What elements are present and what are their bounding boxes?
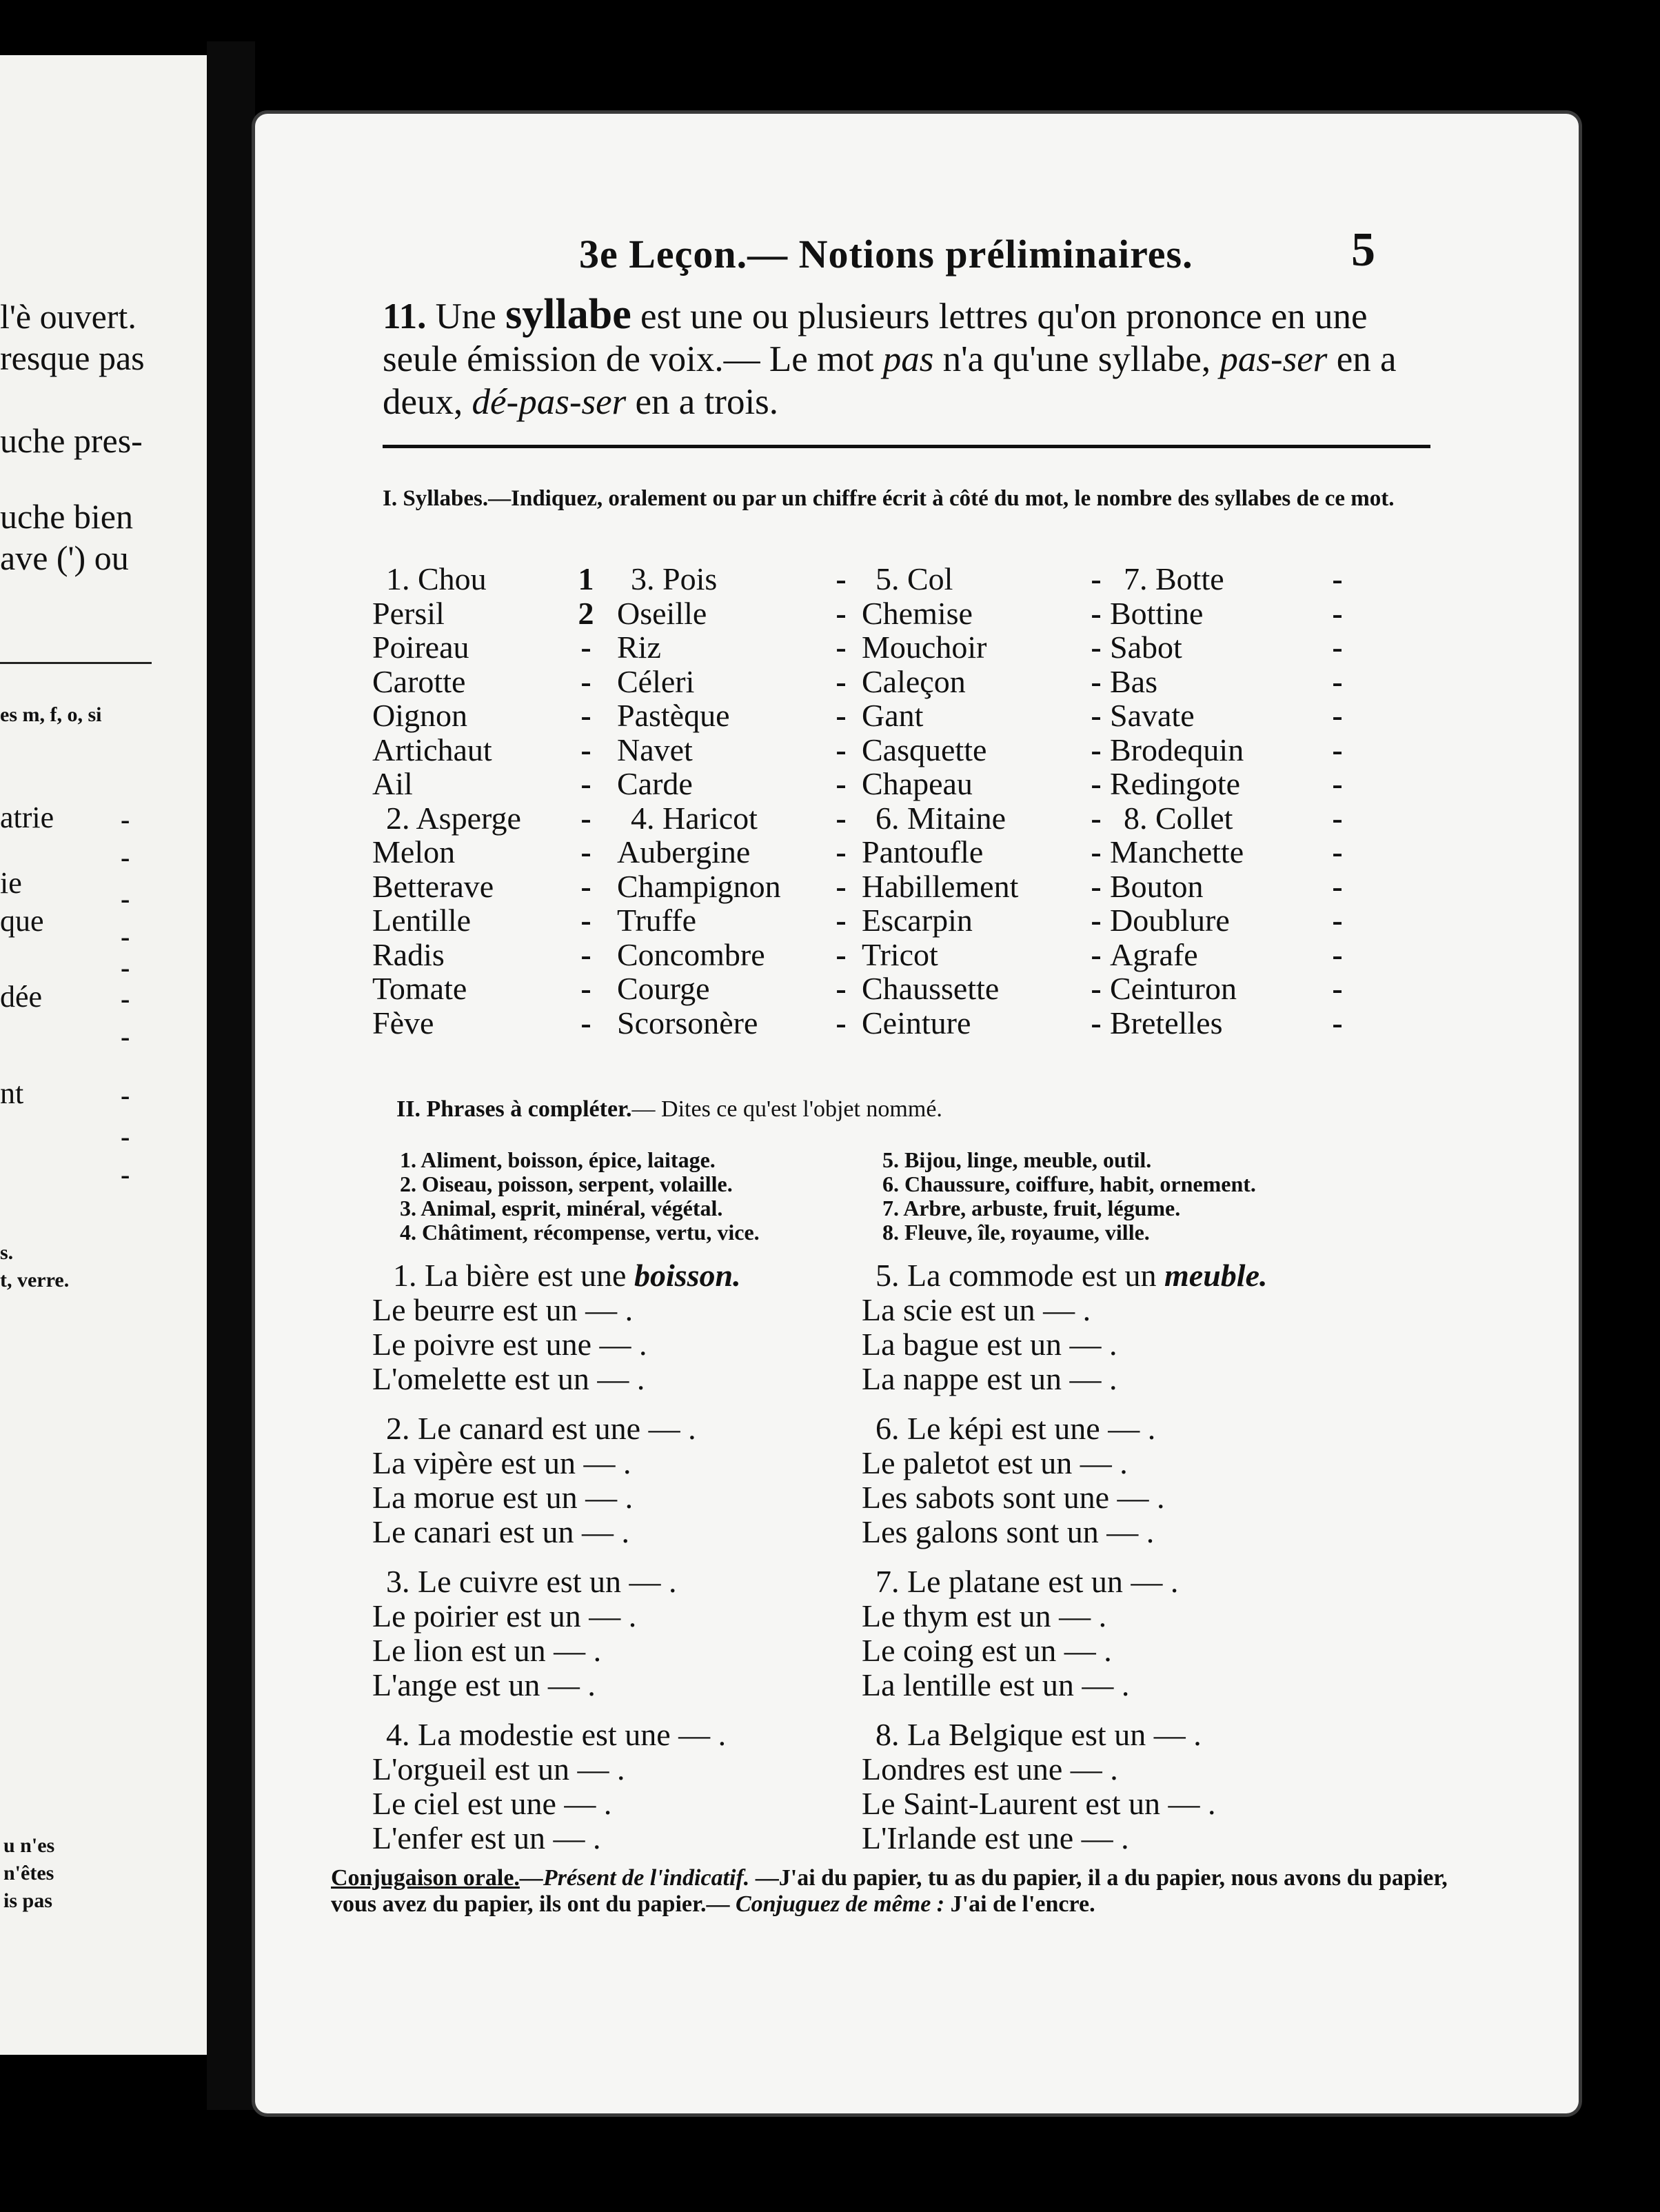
syllable-count-mark: - [1091,630,1102,665]
syllable-count-mark: - [836,663,847,699]
syllable-count-mark: - [836,868,847,904]
rule-text-4: en a trois. [635,382,779,422]
syllable-word: 2. Asperge [386,800,521,836]
syllable-word-column [862,562,1082,1040]
syllable-word: Chemise [862,595,973,631]
syllable-count-mark: - [1091,561,1102,596]
syllable-count-mark: - [836,595,847,631]
syllable-mark-column [1324,562,1351,1040]
syllable-word: Tomate [372,971,467,1006]
syllable-word: Carotte [372,663,466,699]
section-1-heading [383,486,1430,511]
left-small-line: es m, f, o, si [0,703,102,726]
syllable-word: Bouton [1110,868,1204,904]
sentence-line: Le beurre est un — . [372,1292,634,1327]
left-word-1: atrie [0,801,54,834]
categories-right [882,1148,1256,1245]
category-line: 3. Animal, esprit, minéral, végétal. [400,1196,723,1220]
sentence-line: Le poivre est une — . [372,1327,647,1362]
rule-text-1: est une ou plusieurs lettres qu'on prononce en une seule émission de voix.— Le mot [383,296,1368,379]
category-line: 7. Arbre, arbuste, fruit, légume. [882,1196,1181,1220]
syllable-word: Scorsonère [617,1005,758,1040]
category-line: 4. Châtiment, récompense, vertu, vice. [400,1220,760,1245]
left-divider [0,662,152,664]
rule-text-2: n'a qu'une syllabe, [942,339,1211,379]
syllable-word: Mouchoir [862,630,987,665]
sentence-example: boisson. [634,1258,741,1293]
syllable-count-mark: - [580,698,591,733]
syllable-word: Oignon [372,698,467,733]
sentence-line: 5. La commode est un meuble. [875,1258,1268,1293]
syllable-count-mark: - [836,732,847,767]
syllable-word-column [617,562,824,1040]
left-fragment-4: uche bien [0,497,133,536]
sentence-line: Les galons sont un — . [862,1514,1155,1549]
sentence-line: Le ciel est une — . [372,1786,612,1821]
syllable-count-mark: - [1091,903,1102,938]
syllable-count-mark: - [1091,1005,1102,1040]
left-word-5: nt [0,1076,24,1110]
left-bottom-5: is pas [3,1889,52,1912]
syllable-word: 5. Col [875,561,953,596]
syllable-word: 8. Collet [1124,800,1233,836]
syllable-word: Pastèque [617,698,730,733]
syllable-count-mark: - [1091,800,1102,836]
syllable-count-mark: - [836,1005,847,1040]
syllable-word: Truffe [617,903,697,938]
syllable-word: 1. Chou [386,561,487,596]
sentence-example: meuble. [1164,1258,1268,1293]
syllable-word: Oseille [617,595,707,631]
syllable-count-mark: - [580,1005,591,1040]
syllable-count-mark: - [1091,834,1102,869]
syllable-count-mark: - [580,766,591,801]
syllable-word: Habillement [862,868,1019,904]
syllable-word: Lentille [372,903,472,938]
sentence-line: 8. La Belgique est un — . [875,1717,1202,1752]
syllable-count-mark: - [1332,561,1343,596]
sentence-line: La scie est un — . [862,1292,1091,1327]
syllable-count-mark: - [580,663,591,699]
syllable-count-mark: - [1332,630,1343,665]
section-2-title: II. Phrases à compléter. [396,1096,632,1122]
syllable-count-mark: - [580,903,591,938]
sentence-group [372,1258,741,1396]
sentence-line: Le poirier est un — . [372,1598,637,1633]
sentence-line: La bague est un — . [862,1327,1117,1362]
syllable-count-mark: - [1332,903,1343,938]
syllable-word: Agrafe [1110,936,1198,972]
syllable-count-mark: - [580,834,591,869]
rule-example-3: dé-pas-ser [472,382,627,422]
conjugation-text: —J'ai du papier, tu as du papier, il a du papier, nous avons du papier, vous avez du papier, ils ont du papier.— [331,1865,1448,1917]
syllable-count-mark: - [1332,698,1343,733]
syllable-count-mark: - [836,903,847,938]
sentence-line: Le lion est un — . [372,1633,602,1668]
syllable-count-mark: - [580,936,591,972]
syllable-word: Ceinturon [1110,971,1237,1006]
sentence-line: Le Saint-Laurent est un — . [862,1786,1216,1821]
syllable-count-mark: - [1332,1005,1343,1040]
syllable-count-mark: - [836,698,847,733]
categories-left [400,1148,760,1245]
left-bottom-1: s. [0,1241,14,1264]
sentence-line: 6. Le képi est une — . [875,1411,1156,1446]
section-1-instruction: —Indiquez, oralement ou par un chiffre écrit à côté du mot, le nombre des syllabes de ce mot. [488,486,1395,511]
left-fragment-5: ave (') ou [0,539,129,577]
sentence-line: Les sabots sont une — . [862,1480,1165,1515]
syllable-word: 4. Haricot [631,800,758,836]
syllable-word: Chaussette [862,971,1000,1006]
syllable-count-mark: - [836,834,847,869]
rule-keyword: syllabe [505,291,631,338]
syllable-word: Savate [1110,698,1195,733]
sentence-group [372,1718,741,1856]
syllable-count-mark: - [580,800,591,836]
syllable-mark-column [1082,562,1110,1040]
section-1-title: I. Syllabes. [383,486,489,511]
syllable-word: Betterave [372,868,494,904]
syllable-word: Escarpin [862,903,973,938]
left-fragment-1: l'è ouvert. [0,297,136,336]
syllable-count-mark: - [836,561,847,596]
syllable-word: 7. Botte [1124,561,1224,596]
sentence-line: L'orgueil est un — . [372,1751,625,1787]
syllable-count-mark: - [836,971,847,1006]
book-spine [207,41,255,2110]
syllable-count-mark: - [1332,834,1343,869]
sentence-line: Le canari est un — . [372,1514,629,1549]
rule-example-1: pas [882,339,934,379]
syllable-count-mark: - [1332,732,1343,767]
left-word-2: ie [0,866,22,900]
page-header: 3e Leçon.— Notions préliminaires. [579,232,1193,276]
syllable-count-mark: - [1091,732,1102,767]
section-2-instruction: — Dites ce qu'est l'objet nommé. [631,1096,942,1122]
sentences-right [862,1258,1268,1871]
sentence-line: La lentille est un — . [862,1667,1130,1702]
syllable-word: Bas [1110,663,1157,699]
syllable-word: Navet [617,732,693,767]
syllable-count-mark: - [836,936,847,972]
left-word-4: dée [0,980,43,1014]
syllable-count-mark: - [1091,936,1102,972]
syllable-count-mark: - [1091,698,1102,733]
syllable-word: Manchette [1110,834,1244,869]
syllable-count-mark: - [836,766,847,801]
sentence-line: Le paletot est un — . [862,1445,1128,1480]
sentence-line: L'Irlande est une — . [862,1820,1129,1856]
left-bottom-2: t, verre. [0,1269,70,1291]
syllable-count-mark: - [1091,766,1102,801]
syllable-word: Caleçon [862,663,966,699]
syllable-word: Artichaut [372,732,492,767]
sentence-line: 7. Le platane est un — . [875,1564,1179,1599]
syllable-count-mark: - [1332,663,1343,699]
category-line: 6. Chaussure, coiffure, habit, ornement. [882,1172,1256,1196]
syllable-count-mark: - [1332,868,1343,904]
syllable-count-mark: - [836,630,847,665]
syllable-word: Bottine [1110,595,1204,631]
sentence-group [862,1718,1268,1856]
rule-number: 11. [383,296,427,336]
sentence-line: L'enfer est un — . [372,1820,601,1856]
syllable-count-mark: - [1091,663,1102,699]
sentence-line: La morue est un — . [372,1480,634,1515]
sentence-line: La nappe est un — . [862,1361,1117,1396]
syllable-word-column [1110,562,1317,1040]
sentence-group [372,1411,741,1549]
page-number: 5 [1351,223,1375,276]
sentence-line: 2. Le canard est une — . [386,1411,696,1446]
syllable-count-mark: - [1332,800,1343,836]
syllable-word: Bretelles [1110,1005,1223,1040]
rule-pre: Une [435,296,496,336]
syllable-count-mark: 1 [578,561,594,596]
sentence-line: Le coing est un — . [862,1633,1112,1668]
syllable-count-mark: - [580,630,591,665]
syllable-word: Persil [372,595,445,631]
syllable-count-mark: 2 [578,595,594,631]
syllable-count-mark: - [1332,971,1343,1006]
syllable-word: Céleri [617,663,695,699]
sentence-group [862,1411,1268,1549]
sentence-line: 1. La bière est une boisson. [393,1258,741,1293]
syllable-count-mark: - [580,971,591,1006]
syllable-word: Casquette [862,732,987,767]
category-line: 1. Aliment, boisson, épice, laitage. [400,1147,716,1172]
syllable-word-column [372,562,551,1040]
left-bottom-3: u n'es [3,1834,55,1857]
syllable-word: 3. Pois [631,561,718,596]
syllable-word: Courge [617,971,710,1006]
sentences-left [372,1258,741,1871]
syllable-word: Chapeau [862,766,973,801]
book-page [255,114,1579,2113]
syllable-count-mark: - [580,868,591,904]
syllable-word: Concombre [617,936,765,972]
syllable-word: Carde [617,766,693,801]
sentence-line: 4. La modestie est une — . [386,1717,727,1752]
syllable-word: Brodequin [1110,732,1244,767]
category-line: 8. Fleuve, île, royaume, ville. [882,1220,1150,1245]
conjugation-example: J'ai de l'encre. [944,1891,1095,1917]
syllable-word: Champignon [617,868,781,904]
syllable-mark-column [572,562,600,1040]
left-fragment-2: resque pas [0,339,145,377]
rule-text-3: en a deux, [383,339,1397,422]
left-bottom-4: n'êtes [3,1862,54,1884]
syllable-mark-column [827,562,855,1040]
sentence-group [372,1565,741,1702]
sentence-line: Le thym est un — . [862,1598,1107,1633]
syllable-word: Sabot [1110,630,1182,665]
syllable-word: Radis [372,936,445,972]
sentence-line: L'ange est un — . [372,1667,596,1702]
syllable-count-mark: - [1091,868,1102,904]
syllable-word: Ceinture [862,1005,971,1040]
syllable-word: Redingote [1110,766,1241,801]
sentence-group [862,1565,1268,1702]
syllable-count-mark: - [1332,766,1343,801]
syllable-count-mark: - [1091,971,1102,1006]
conjugation-subtitle: —Présent de l'indicatif. [519,1865,750,1891]
syllable-word: Doublure [1110,903,1230,938]
sentence-line: 3. Le cuivre est un — . [386,1564,677,1599]
category-line: 5. Bijou, linge, meuble, outil. [882,1147,1152,1172]
syllable-word: Pantoufle [862,834,984,869]
syllable-count-mark: - [836,800,847,836]
syllable-count-mark: - [1091,595,1102,631]
syllable-count-mark: - [580,732,591,767]
conjugation-exercise [331,1865,1461,1918]
category-line: 2. Oiseau, poisson, serpent, volaille. [400,1172,733,1196]
syllable-word: 6. Mitaine [875,800,1006,836]
syllable-word: Melon [372,834,456,869]
syllable-count-mark: - [1332,595,1343,631]
left-fragment-3: uche pres- [0,421,143,460]
sentence-line: La vipère est un — . [372,1445,631,1480]
left-word-3: que [0,904,44,938]
conjugation-title: Conjugaison orale. [331,1865,520,1891]
syllable-word: Fève [372,1005,434,1040]
previous-page-fragment: l'è ouvert. resque pas uche pres- uche bien ave (') ou es m, f, o, si atrie ie que dée nt - - - - - - - - - - s. t, verre. u n'es n'êtes is pas [0,55,209,2055]
syllable-word: Aubergine [617,834,751,869]
syllable-word: Gant [862,698,924,733]
syllable-word: Tricot [862,936,938,972]
section-2-heading [396,1096,942,1123]
syllable-word: Ail [372,766,413,801]
section-divider [383,445,1430,448]
syllable-count-mark: - [1332,936,1343,972]
sentence-group [862,1258,1268,1396]
sentence-line: L'omelette est un — . [372,1361,645,1396]
syllable-word: Riz [617,630,661,665]
sentence-line: Londres est une — . [862,1751,1118,1787]
conjugation-instruction: Conjuguez de même : [735,1891,945,1917]
rule-example-2: pas-ser [1219,339,1328,379]
rule-11 [383,293,1417,423]
syllable-word: Poireau [372,630,469,665]
